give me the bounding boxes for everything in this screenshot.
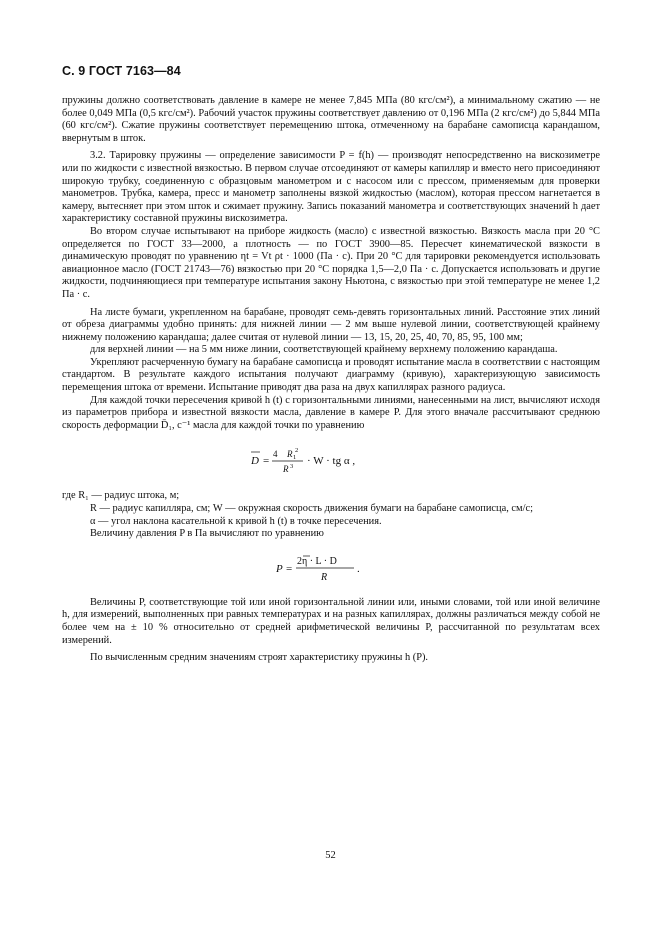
paragraph-characteristic: По вычисленным средним значениям строят характеристику пружины h (P). [90,652,429,664]
formula1-frac-den-sup: 3 [290,463,294,471]
formula2-tail: . [357,562,360,575]
paragraph-second-case: Во втором случае испытывают на приборе жидкость (масло) с известной вязкостью. Вязкость масла при 20 °С определяется по ГОСТ 33—2000, а плотность — по ГОСТ 3900—85. Пересчет кинематической вязкости в динамическую проводят по уравнению ηt = Vt ρt · 1000 (Па · с). При 20 °С для тарировки рекомендуется использовать авиационное масло (ГОСТ 21743—76) вязкостью при 20 °С порядка 1,5—2,0 Па · с. Допускается использовать и другие жидкости, подчиняющиеся при температуре испытания закону Ньютона, с вязкостью при этой температуре не менее 1,2 Па · с. [62,225,600,300]
formula2-eq: = [286,562,293,575]
document-body [62,95,600,665]
pressure-intro: Величину давления P в Па вычисляют по уравнению [90,528,324,540]
formula-strain-rate [62,440,600,480]
formula1-lhs: D [251,455,259,468]
definition-alpha: α — угол наклона касательной к кривой h (t) в точке пересечения. [90,515,382,527]
paragraph-upper-line: для верхней линии — на 5 мм ниже линии, соответствующей крайнему верхнему положению карандаша. [90,344,558,356]
formula1-frac-num-sup: 2 [295,447,299,455]
formula2-num: 2η · L · D [297,555,337,567]
definition-r1: где R₁ — радиус штока, м; [62,490,180,502]
paragraph-3-2: 3.2. Тарировку пружины — определение зависимости P = f(h) — производят непосредственно на вискозиметре или по жидкости с известной вязкостью. В первом случае отсоединяют от камеры капилляр и вместо него присоединяют широкую трубку, соединенную с образцовым манометром и с насосом или с прессом, применяемым для проверки манометров. Трубка, камера, пресс и манометр заполнены вязкой жидкостью (маслом), которая прессом нагнетается в камеру, вытесняет при этом шток и сжимает пружину. Запись показаний манометра и соответствующих значений h дает характеристику составной пружины вискозиметра. [62,150,600,225]
definition-r-w: R — радиус капилляра, см; W — окружная скорость движения бумаги на барабане самописца, см/с; [90,503,533,515]
paragraph-continuation: пружины должно соответствовать давление в камере не менее 7,845 МПа (80 кгс/см²), а минимальному сжатию — не более 0,049 МПа (0,5 кгс/см²). Рабочий участок пружины соответствует давлению от 0,196 МПа (2 кгс/см²) до 5,844 МПа (60 кгс/см²). Сжатие пружины соответствует перемещению штока, отмеченному на барабане самописца карандашом, ввернутым в шток. [62,95,600,144]
paragraph-intersection: Для каждой точки пересечения кривой h (t) с горизонтальными линиями, нанесенными на лист, вычисляют исходя из параметров прибора и известной вязкости масла, давление в камере P. Для этого вначале рассчитывают среднюю скорость деформации D̄₁, с⁻¹ масла для каждой точки по уравнению [62,394,600,431]
page-number: 52 [325,850,336,861]
formula2-den: R [321,571,328,583]
formula1-frac-num-sub: 1 [293,454,297,462]
formula1-frac-num: R [287,449,293,460]
page-header: С. 9 ГОСТ 7163—84 [62,64,181,78]
paragraph-values-p: Величины P, соответствующие той или иной горизонтальной линии или, иными словами, той или иной величине h, для измерений, выполненных при равных температурах и на разных капиллярах, должны различаться между собой не более чем на ± 10 % относительно от средней арифметической величины P, рассчитанной по результатам всех измерений. [62,596,600,646]
formula1-frac-den: R [283,464,289,475]
formula1-tail: · W · tg α , [307,455,356,468]
formula-strain-rate-svg [251,440,411,480]
paragraph-mount-paper: Укрепляют расчерченную бумагу на барабане самописца и проводят испытание масла в соответствии с настоящим стандартом. В результате каждого испытания получают диаграмму (кривую), характеризующую зависимость перемещения штока от времени. Испытание приводят два раза на двух капиллярах разного радиуса. [62,356,600,394]
formula1-coef: 4 [273,449,278,460]
paragraph-paper-lines: На листе бумаги, укрепленном на барабане, проводят семь-девять горизонтальных линий. Расстояние этих линий от обреза диаграммы удобно принять: для нижней линии — 2 мм выше нулевой линии, соответствующей крайнему нижнему положению карандаша; далее считая от нулевой линии — 13, 15, 20, 25, 40, 70, 85, 95, 100 мм; [62,306,600,343]
formula1-eq: = [263,455,270,468]
formula2-lhs: P [276,562,283,575]
formula-pressure-svg [276,549,386,587]
formula-pressure [62,549,600,587]
